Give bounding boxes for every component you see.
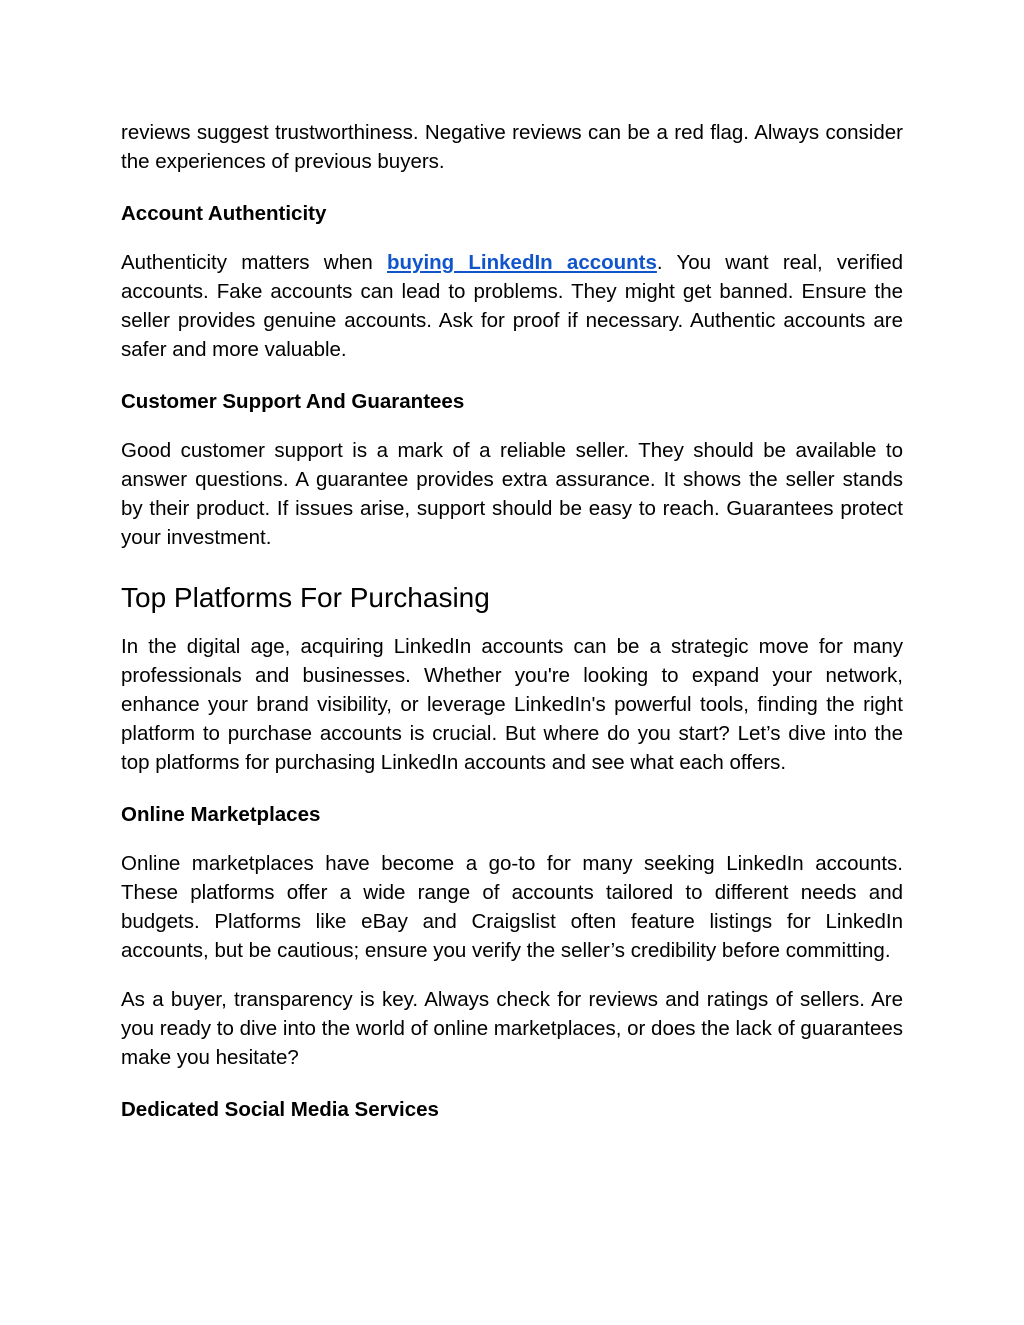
paragraph-customer-support: Good customer support is a mark of a reliable seller. They should be available to answer questions. A guarantee provides extra assurance. It shows the seller stands by their product. If issues arise, support should be easy to reach. Guarantees protect your investment. bbox=[121, 439, 903, 549]
paragraph-reviews: reviews suggest trustworthiness. Negative reviews can be a red flag. Always consider the experiences of previous buyers. bbox=[121, 121, 903, 173]
heading-dedicated-services: Dedicated Social Media Services bbox=[121, 1098, 439, 1121]
paragraph-online-marketplaces-2: As a buyer, transparency is key. Always check for reviews and ratings of sellers. Are you ready to dive into the world of online marketplaces, or does the lack of guarantees make you hesitate? bbox=[121, 988, 903, 1069]
authenticity-text-after-link: . You want real, verified accounts. Fake accounts can lead to problems. They might get banned. Ensure the seller provides genuine accounts. Ask for proof if necessary. Authentic accounts are safer and more valuable. bbox=[121, 251, 903, 361]
authenticity-text-before-link: Authenticity matters when bbox=[121, 251, 387, 274]
heading-top-platforms: Top Platforms For Purchasing bbox=[121, 582, 490, 613]
paragraph-online-marketplaces-1: Online marketplaces have become a go-to for many seeking LinkedIn accounts. These platforms offer a wide range of accounts tailored to different needs and budgets. Platforms like eBay and Craigslist often feature listings for LinkedIn accounts, but be cautious; ensure you verify the seller’s credibility before committing. bbox=[121, 852, 903, 962]
heading-customer-support: Customer Support And Guarantees bbox=[121, 390, 465, 413]
heading-online-marketplaces: Online Marketplaces bbox=[121, 803, 321, 826]
paragraph-top-platforms: In the digital age, acquiring LinkedIn accounts can be a strategic move for many professionals and businesses. Whether you're looking to expand your network, enhance your brand visibility, or leverage LinkedIn's powerful tools, finding the right platform to purchase accounts is crucial. But where do you start? Let’s dive into the top platforms for purchasing LinkedIn accounts and see what each offers. bbox=[121, 635, 903, 774]
buying-linkedin-accounts-link[interactable]: buying LinkedIn accounts bbox=[387, 251, 657, 274]
document-page bbox=[121, 118, 903, 1124]
paragraph-authenticity bbox=[121, 248, 903, 364]
heading-account-authenticity: Account Authenticity bbox=[121, 202, 327, 225]
